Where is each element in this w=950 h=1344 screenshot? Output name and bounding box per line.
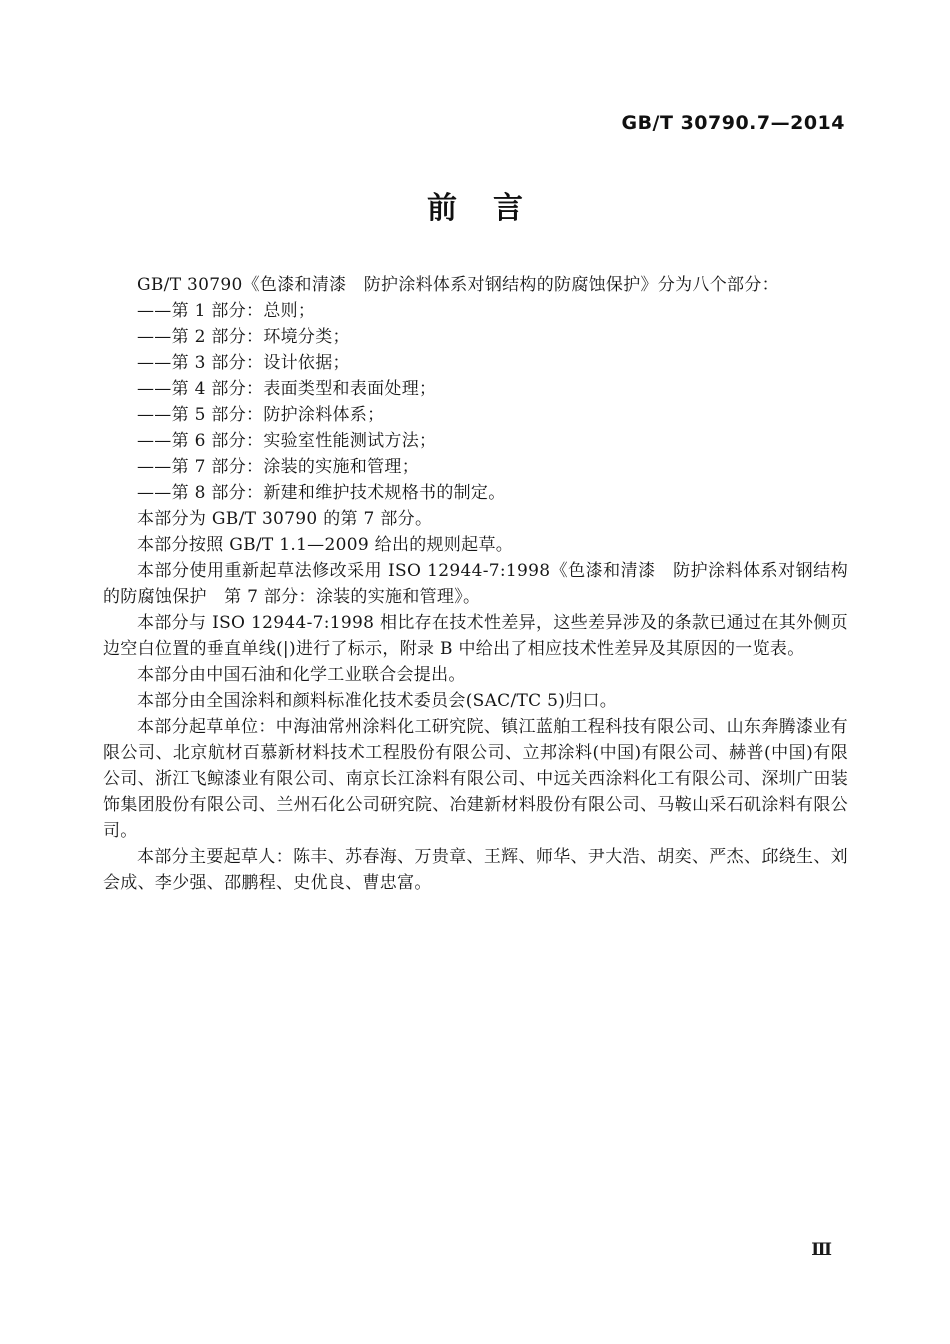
foreword-body xyxy=(103,272,848,896)
foreword-paragraph: ——第 7 部分：涂装的实施和管理； xyxy=(137,457,420,477)
foreword-paragraph: 本部分按照 GB/T 1.1—2009 给出的规则起草。 xyxy=(137,535,514,555)
standard-code: GB/T 30790.7—2014 xyxy=(621,112,845,134)
page-number: Ⅲ xyxy=(811,1240,832,1260)
foreword-paragraph: 本部分由全国涂料和颜料标准化技术委员会(SAC/TC 5)归口。 xyxy=(137,691,618,711)
foreword-paragraph: GB/T 30790《色漆和清漆 防护涂料体系对钢结构的防腐蚀保护》分为八个部分： xyxy=(137,275,779,295)
foreword-paragraph: 本部分起草单位：中海油常州涂料化工研究院、镇江蓝舶工程科技有限公司、山东奔腾漆业有限公司、北京航材百慕新材料技术工程股份有限公司、立邦涂料(中国)有限公司、赫普(中国)有限公司、浙江飞鲸漆业有限公司、南京长江涂料有限公司、中远关西涂料化工有限公司、深圳广田装饰集团股份有限公司、兰州石化公司研究院、冶建新材料股份有限公司、马鞍山采石矶涂料有限公司。 xyxy=(103,717,848,841)
foreword-paragraph: ——第 8 部分：新建和维护技术规格书的制定。 xyxy=(137,483,506,503)
page-title xyxy=(0,192,950,226)
foreword-paragraph: 本部分由中国石油和化学工业联合会提出。 xyxy=(137,665,466,685)
foreword-paragraph: ——第 6 部分：实验室性能测试方法； xyxy=(137,431,437,451)
foreword-paragraph: 本部分使用重新起草法修改采用 ISO 12944-7:1998《色漆和清漆 防护涂料体系对钢结构的防腐蚀保护 第 7 部分：涂装的实施和管理》。 xyxy=(103,561,848,607)
foreword-paragraph: ——第 1 部分：总则； xyxy=(137,301,316,321)
foreword-paragraph: 本部分主要起草人：陈丰、苏春海、万贵章、王辉、师华、尹大浩、胡奕、严杰、邱绕生、刘会成、李少强、邵鹏程、史优良、曹忠富。 xyxy=(103,847,848,893)
page-header xyxy=(0,112,845,134)
page-title-char-left: 前 xyxy=(427,191,457,226)
page-footer xyxy=(811,1240,832,1260)
foreword-paragraph: ——第 2 部分：环境分类； xyxy=(137,327,350,347)
foreword-paragraph: ——第 4 部分：表面类型和表面处理； xyxy=(137,379,437,399)
foreword-paragraph: 本部分与 ISO 12944-7:1998 相比存在技术性差异，这些差异涉及的条款已通过在其外侧页边空白位置的垂直单线(|)进行了标示，附录 B 中给出了相应技术性差异及其原因的一览表。 xyxy=(103,613,848,659)
foreword-paragraph: ——第 5 部分：防护涂料体系； xyxy=(137,405,385,425)
foreword-paragraph: 本部分为 GB/T 30790 的第 7 部分。 xyxy=(137,509,433,529)
foreword-paragraph: ——第 3 部分：设计依据； xyxy=(137,353,350,373)
page-title-char-right: 言 xyxy=(493,191,523,226)
